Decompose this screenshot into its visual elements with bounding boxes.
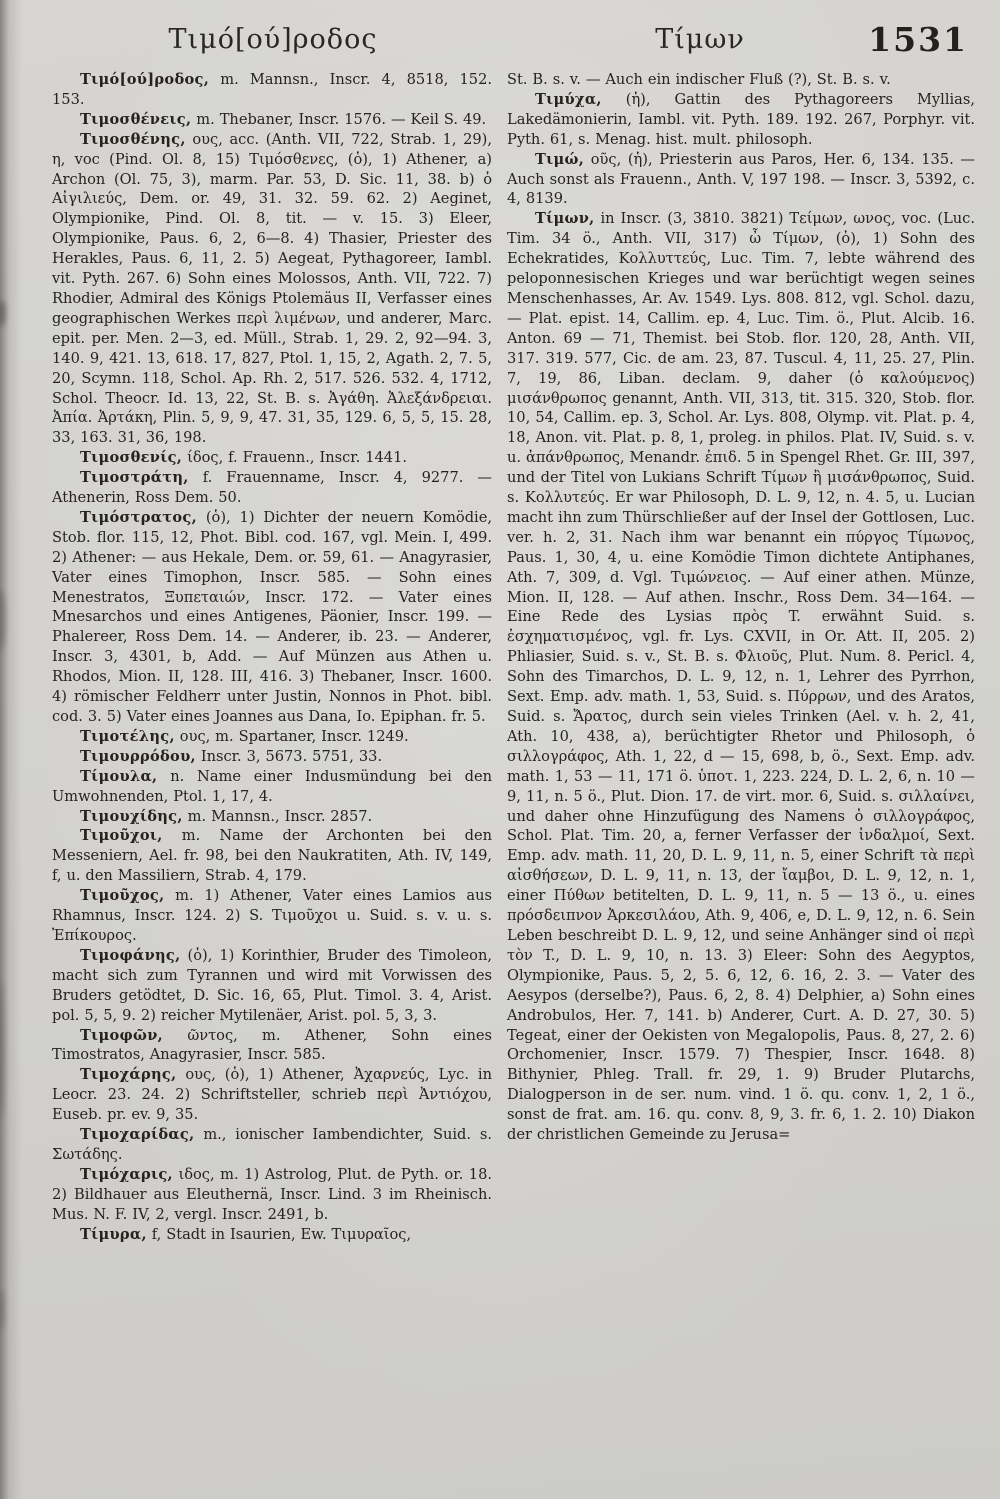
entry-text: (ἡ), Gattin des Pythagoreers Myllias, Lakedämonierin, Iambl. vit. Pyth. 189. 192. 267, Porphyr. vit. Pyth. 61, s. Menag. hist. mult. philosoph.	[507, 90, 975, 148]
dictionary-entry	[52, 826, 492, 886]
dictionary-entry	[52, 110, 492, 130]
dictionary-entry	[52, 807, 492, 827]
entry-text: f. Frauenname, Inscr. 4, 9277. — Athenerin, Ross Dem. 50.	[52, 469, 492, 507]
dictionary-entry	[52, 747, 492, 767]
entry-text: Inscr. 3, 5673. 5751, 33.	[200, 747, 383, 765]
entry-text: (ὁ), 1) Dichter der neuern Komödie, Stob. flor. 115, 12, Phot. Bibl. cod. 167, vgl. Mein. I, 499. 2) Athener: — aus Hekale, Dem. or. 59, 61. — Anagyrasier, Vater eines Timophon, Inscr. 585. — Sohn eines Menestratos, Ξυπεταιών, Inscr. 172. — Vater eines Mnesarchos und eines Antigenes, Päonier, Inscr. 199. — Phalereer, Ross Dem. 14. — Anderer, ib. 23. — Anderer, Inscr. 3, 4301, b, Add. — Auf Münzen aus Athen u. Rhodos, Mion. II, 128. III, 416. 3) Thebaner, Inscr. 1600. 4) römischer Feldherr unter Justin, Nonnos in Phot. bibl. cod. 3. 5) Vater eines Joannes aus Dana, Io. Epiphan. fr. 5.	[52, 508, 492, 725]
dictionary-entry	[52, 1165, 492, 1225]
entry-headword: Τιμοτέλης,	[80, 727, 175, 745]
entry-headword: Τιμόστρατος,	[80, 508, 197, 526]
entry-text: ους, (ὁ), 1) Athener, Ἀχαρνεύς, Lyc. in Leocr. 23. 24. 2) Schriftsteller, schrieb περὶ Ἀντιόχου, Euseb. pr. ev. 9, 35.	[52, 1066, 492, 1124]
scan-artifact	[0, 980, 5, 1120]
dictionary-entry	[507, 90, 975, 150]
running-header-right-keyword: Τίμων	[655, 24, 745, 55]
dictionary-entry	[52, 767, 492, 807]
entry-headword: Τιμώ,	[535, 150, 585, 168]
entry-headword: Τιμοφῶν,	[80, 1026, 164, 1044]
entry-text: m. Mannsn., Inscr. 4, 8518, 152. 153.	[52, 71, 492, 108]
entry-text: n. Name einer Indusmündung bei den Umwohnenden, Ptol. 1, 17, 4.	[52, 767, 492, 805]
page-number: 1531	[868, 20, 968, 59]
entry-headword: Τιμοῦχος,	[80, 887, 165, 905]
left-column	[52, 70, 492, 1244]
dictionary-entry	[52, 130, 492, 449]
dictionary-entry	[52, 1225, 492, 1245]
entry-text: m. 1) Athener, Vater eines Lamios aus Rhamnus, Inscr. 124. 2) S. Τιμοῦχοι u. Suid. s. v. u. s. Ἐπίκουρος.	[52, 887, 492, 944]
scan-gutter-shadow	[0, 0, 22, 1499]
entry-text: (ὁ), 1) Korinthier, Bruder des Timoleon, macht sich zum Tyrannen und wird mit Vorwissen des Bruders getödtet, D. Sic. 16, 65, Plut. Timol. 3. 4, Arist. pol. 5, 5, 9. 2) reicher Mytilenäer, Arist. pol. 5, 3, 3.	[52, 946, 492, 1024]
dictionary-entry	[52, 1125, 492, 1165]
entry-text: m. Mannsn., Inscr. 2857.	[187, 807, 373, 825]
dictionary-entry	[507, 209, 975, 1145]
dictionary-entry	[52, 70, 492, 110]
dictionary-entry	[52, 727, 492, 747]
dictionary-entry	[507, 70, 975, 90]
entry-text: m., ionischer Iambendichter, Suid. s. Σωτάδης.	[52, 1126, 492, 1163]
running-header	[52, 20, 976, 64]
entry-headword: Τιμόχαρις,	[80, 1165, 173, 1183]
right-column	[507, 70, 975, 1244]
scan-artifact	[0, 300, 6, 326]
dictionary-entry	[52, 1065, 492, 1125]
entry-headword: Τιμοσθενίς,	[80, 449, 183, 467]
entry-headword: Τιμουρρόδου,	[80, 747, 196, 765]
entry-text: m. Thebaner, Inscr. 1576. — Keil S. 49.	[196, 110, 487, 128]
scan-artifact	[0, 590, 6, 650]
dictionary-entry	[52, 448, 492, 468]
entry-text: οῦς, (ἡ), Priesterin aus Paros, Her. 6, 134. 135. — Auch sonst als Frauenn., Anth. V, 197 198. — Inscr. 3, 5392, c. 4, 8139.	[507, 150, 975, 208]
entry-headword: Τιμοχαρίδας,	[80, 1126, 195, 1144]
scan-artifact	[0, 1290, 5, 1330]
dictionary-entry	[52, 468, 492, 508]
dictionary-entry	[52, 508, 492, 727]
text-columns	[52, 70, 975, 1244]
dictionary-entry	[507, 150, 975, 210]
entry-headword: Τίμων,	[535, 210, 595, 228]
entry-text: ους, m. Spartaner, Inscr. 1249.	[179, 727, 409, 745]
entry-text: m. Name der Archonten bei den Messeniern, Ael. fr. 98, bei den Naukratiten, Ath. IV, 149, f, u. den Massiliern, Strab. 4, 179.	[52, 827, 492, 885]
entry-headword: Τιμοσθένης,	[80, 130, 186, 148]
entry-headword: Τιμύχα,	[535, 90, 602, 108]
entry-text: f, Stadt in Isaurien, Ew. Τιμυραῖος,	[151, 1225, 412, 1243]
entry-text: ους, acc. (Anth. VII, 722, Strab. 1, 29), η, voc (Pind. Ol. 8, 15) Τιμόσθενες, (ὁ), 1) Athener, a) Archon (Ol. 75, 3), marm. Par. 53, D. Sic. 11, 38. b) ὁ Αἰγιλιεύς, Dem. or. 49, 31. 32. 59. 62. 2) Aeginet, Olympionike, Pind. Ol. 8, tit. — v. 15. 3) Eleer, Olympionike, Paus. 6, 2, 6—8. 4) Thasier, Priester des Herakles, Paus. 6, 11, 2. 5) Aegeat, Pythagoreer, Iambl. vit. Pyth. 267. 6) Sohn eines Molossos, Anth. VII, 722. 7) Rhodier, Admiral des Königs Ptolemäus II, Verfasser eines geographischen Werkes περὶ λιμένων, und anderer, Marc. epit. per. Men. 2—3, ed. Müll., Strab. 1, 29. 2, 92—94. 3, 140. 9, 421. 13, 618. 17, 827, Ptol. 1, 15, 2, Agath. 2, 7. 5, 20, Scymn. 118, Schol. Ap. Rh. 2, 517. 526. 532. 4, 1712, Schol. Theocr. Id. 13, 22, St. B. s. Ἀγάθη. Ἀλεξάνδρειαι. Ἀπία. Ἀρτάκη, Plin. 5, 9, 9, 47. 31, 35, 129. 6, 5, 5, 15. 28, 33, 163. 31, 36, 198.	[52, 130, 492, 447]
entry-text: ιδος, m. 1) Astrolog, Plut. de Pyth. or. 18. 2) Bildhauer aus Eleuthernä, Inscr. Lind. 3 im Rheinisch. Mus. N. F. IV, 2, vergl. Inscr. 2491, b.	[52, 1165, 492, 1223]
running-header-left-keyword: Τιμό[ού]ροδος	[168, 24, 378, 55]
entry-headword: Τιμοστράτη,	[80, 469, 189, 487]
entry-text: in Inscr. (3, 3810. 3821) Τείμων, ωνος, voc. (Luc. Tim. 34 ö., Anth. VII, 317) ὦ Τίμων, (ὁ), 1) Sohn des Echekratides, Κολλυττεύς, Luc. Tim. 7, lebte während des peloponnesischen Krieges und war berüchtigt wegen seines Menschenhasses, Ar. Av. 1549. Lys. 808. 812, vgl. Schol. dazu, — Plat. epist. 14, Callim. ep. 4, Luc. Tim. ö., Plut. Alcib. 16. Anton. 69 — 71, Themist. bei Stob. flor. 120, 28, Anth. VII, 317. 319. 577, Cic. de am. 23, 87. Tuscul. 4, 11, 25. 27, Plin. 7, 19, 86, Liban. declam. 9, daher (ὁ καλούμενος) μισάνθρωπος genannt, Anth. VII, 313, tit. 315. 320, Stob. flor. 10, 54, Callim. ep. 3, Schol. Ar. Lys. 808, Olymp. vit. Plat. p. 4, 18, Anon. vit. Plat. p. 8, 1, proleg. in philos. Plat. IV, Suid. s. v. u. ἀπάνθρωπος, Menandr. ἐπιδ. 5 in Spengel Rhet. Gr. III, 397, und der Titel von Lukians Schrift Τίμων ἢ μισάνθρωπος, Suid. s. Κολλυτεύς. Er war Philosoph, D. L. 9, 12, n. 4. 5, u. Lucian macht ihn zum Thürschließer auf der Insel der Gottlosen, Luc. ver. h. 2, 31. Nach ihm war benannt ein πύργος Τίμωνος, Paus. 1, 30, 4, u. eine Komödie Timon dichtete Antiphanes, Ath. 7, 309, d. Vgl. Τιμώνειος. — Auf einer athen. Münze, Mion. II, 128. — Auf athen. Inschr., Ross Dem. 34—164. — Eine Rede des Lysias πρὸς T. erwähnt Suid. s. ἐσχηματισμένος, vgl. fr. Lys. CXVII, in Or. Att. II, 205. 2) Phliasier, Suid. s. v., St. B. s. Φλιοῦς, Plut. Num. 8. Pericl. 4, Sohn des Timarchos, D. L. 9, 12, n. 1, Lehrer des Pyrrhon, Sext. Emp. adv. math. 1, 53, Suid. s. Πύρρων, und des Aratos, Suid. s. Ἄρατος, durch sein vieles Trinken (Ael. v. h. 2, 41, Ath. 10, 438, a), berüchtigter Rhetor und Philosoph, ὁ σιλλογράφος, Ath. 1, 22, d — 15, 698, b, ö., Sext. Emp. adv. math. 1, 53 — 11, 171 ö. ὑποτ. 1, 223. 224, D. L. 2, 6, n. 10 — 9, 11, n. 5 ö., Plut. Dion. 17. de virt. mor. 6, Suid. s. σιλλαίνει, und daher ohne Hinzufügung des Namens ὁ σιλλογράφος, Schol. Plat. Tim. 20, a, ferner Verfasser der ἰνδαλμοί, Sext. Emp. adv. math. 11, 20, D. L. 9, 11, n. 5, einer Schrift τὰ περὶ αἰσθήσεων, D. L. 9, 11, n. 13, der ἴαμβοι, D. L. 9, 12, n. 1, einer Πύθων betitelten, D. L. 9, 11, n. 5 — 13 ö., u. eines πρόσδειπνον Ἀρκεσιλάου, Ath. 9, 406, e, D. L. 9, 12, n. 6. Sein Leben beschreibt D. L. 9, 12, und seine Anhänger sind οἱ περὶ τὸν T., D. L. 9, 10, n. 13. 3) Eleer: Sohn des Aegyptos, Olympionike, Paus. 5, 2, 5. 6, 12, 6. 16, 2. 3. — Vater des Aesypos (derselbe?), Paus. 6, 2, 8. 4) Delphier, a) Sohn eines Androbulos, Her. 7, 141. b) Anderer, Curt. A. D. 27, 30. 5) Tegeat, einer der Oekisten von Megalopolis, Paus. 8, 27, 2. 6) Orchomenier, Inscr. 1579. 7) Thespier, Inscr. 1648. 8) Bithynier, Phleg. Trall. fr. 29, 1. 9) Bruder Plutarchs, Dialogperson in de ser. num. vind. 1 ö. qu. conv. 1, 2, 1 ö., sonst de frat. am. 16. qu. conv. 8, 9, 3. fr. 6, 1. 2. 10) Diakon der christlichen Gemeinde zu Jerusa=	[507, 210, 975, 1144]
entry-text: ίδος, f. Frauenn., Inscr. 1441.	[187, 449, 407, 467]
entry-headword: Τιμοφάνης,	[80, 946, 181, 964]
entry-headword: Τιμοσθένεις,	[80, 110, 192, 128]
entry-headword: Τίμυρα,	[80, 1225, 147, 1243]
dictionary-entry	[52, 886, 492, 946]
dictionary-entry	[52, 1026, 492, 1066]
entry-headword: Τιμουχίδης,	[80, 807, 183, 825]
entry-headword: Τιμό[ού]ροδος,	[80, 71, 210, 88]
entry-headword: Τιμοχάρης,	[80, 1066, 177, 1084]
entry-headword: Τίμουλα,	[80, 767, 158, 785]
entry-text: ῶντος, m. Athener, Sohn eines Timostratos, Anagyrasier, Inscr. 585.	[52, 1026, 492, 1064]
entry-headword: Τιμοῦχοι,	[80, 827, 163, 845]
dictionary-entry	[52, 946, 492, 1026]
entry-text: St. B. s. v. — Auch ein indischer Fluß (?), St. B. s. v.	[507, 71, 891, 88]
